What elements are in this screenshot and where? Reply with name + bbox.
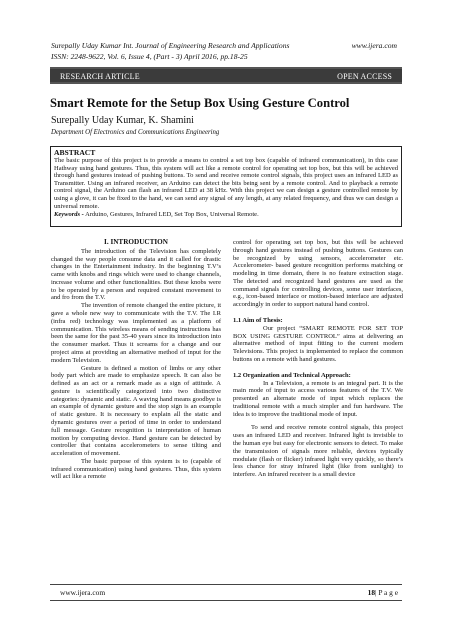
author-affiliation: Department Of Electronics and Communications Engineering [51, 129, 220, 136]
page-number: 18 [367, 588, 376, 597]
intro-paragraph-4: The basic purpose of this system is to (capable of infrared communication) using hand gestures. Thus, this system will act like a remote [51, 457, 221, 481]
journal-website[interactable]: www.ijera.com [351, 41, 397, 50]
subsection-heading-organization: 1.2 Organization and Technical Approach: [233, 371, 351, 379]
article-banner [50, 67, 402, 84]
journal-header [51, 41, 289, 62]
journal-citation: Surepally Uday Kumar Int. Journal of Engineering Research and Applications [51, 41, 290, 50]
journal-issn: ISSN: 2248-9622, Vol. 6, Issue 4, (Part - 3) April 2016, pp.18-25 [51, 51, 248, 61]
intro-paragraph-2: The invention of remote changed the entire picture, it gave a whole new way to communicate with the T.V. The I.R (infra red) technology was implemented as a platform of communication. This wireless means of sending instructions has been the same for the past 35-40 years since its introduction into the consumer market. Thus it screams for a change and our project aims at providing an alternative method of input for the modern Television. [51, 302, 221, 364]
organization-paragraph-1: In a Television, a remote is an integral part. It is the main mode of input to access various features of the T.V. We presented an alternate mode of input which replaces the traditional remote with a much simpler and fun hardware. The idea is to improve the traditional mode of input. [233, 379, 403, 418]
paper-title: Smart Remote for the Setup Box Using Gesture Control [50, 96, 350, 110]
access-label: OPEN ACCESS [337, 72, 392, 81]
abstract-box [50, 146, 402, 227]
abstract-text: The basic purpose of this project is to provide a means to control a set top box (capable of infrared communication), in this case Hathway using hand gestures. Thus, this system will act like a remote control for operating set top box, but this will be achieved through hand gestures instead of pushing buttons. To send and receive remote control signals, this project uses an infrared LED as Transmitter. Using an infrared receiver, an Arduino can detect the bits being sent by a remote control. And to playback a remote control signal, the Arduino can flash an infrared LED at 38 kHz. With this project we can design a gesture controlled remote by using a glove, it can be fixed to the hand, we can send any signal of any length, at any related frequency, and thus we can design a universal remote. [54, 157, 398, 210]
paper-authors: Surepally Uday Kumar, K. Shamini [51, 115, 194, 126]
subsection-heading-aim: 1.1 Aim of Thesis: [233, 317, 283, 325]
page-footer [50, 584, 402, 601]
intro-paragraph-3: Gesture is defined a motion of limbs or any other body part which are made to emphasize speech. It can also be defined as an act or a remark made as a sign of attitude. A gesture is scientifically categorized into two distinctive categories: dynamic and static. A waving hand means goodbye is an example of dynamic gesture and the stop sign is an example of static gesture. It is necessary to explain all the static and dynamic gestures over a period of time in order to understand full message. Gesture recognition is interpretation of human motion by computing device. Hand gesture can be detected by controller that contains accelerometers to sense tilting and acceleration of movement. [51, 364, 221, 458]
section-heading-introduction: I. INTRODUCTION [104, 238, 168, 246]
keywords-label: Keywords - [54, 211, 84, 219]
abstract-heading: ABSTRACT [54, 148, 96, 157]
footer-website[interactable]: www.ijera.com [60, 588, 106, 597]
left-column [51, 239, 221, 481]
organization-paragraph-2: To send and receive remote control signals, this project uses an infrared LED and receiver. Infrared light is invisible to the human eye but easy for electronic sensors to detect. To make the transmission of signals more reliable, devices typically modulate (flash or flicker) infrared light very quickly, so there’s less chance for stray infrared light (like from sunlight) to interfere. An infrared receiver is a small device [233, 424, 403, 479]
keywords-text: Arduino, Gestures, Infrared LED, Set Top Box, Universal Remote. [83, 211, 259, 219]
footer-page [368, 588, 398, 597]
intro-paragraph-4-cont: control for operating set top box, but this will be achieved through hand gestures instead of pushing buttons. Gestures can be recognized by using sensors, accelerometer etc. Accelerometer- based gesture recognition performs matching or modeling in time domain, there is no feature extraction stage. The detected and recognized hand gestures are used as the command signals for controlling devices, some user interfaces, e.g., icon-based interface or motion-based interface are adjusted accordingly in order to support natural hand control. [233, 239, 403, 309]
intro-paragraph-1: The introduction of the Television has completely changed the way people consume data and it called for drastic changes in the Entertainment industry. In the beginning T.V’s came with knobs and rings which were used to change channels, increase volume and other functionalities. But these knobs were to be operated by a person and required constant movement to and fro from the T.V. [51, 247, 221, 302]
page-label: | P a g e [375, 588, 398, 597]
keywords-line [54, 211, 398, 219]
article-type-label: RESEARCH ARTICLE [60, 72, 140, 81]
aim-paragraph: Our project “SMART REMOTE FOR SET TOP BOX USING GESTURE CONTROL” aims at delivering an alternative method of input fitting to the current modern Televisions. This project is implemented to replace the common buttons on a remote with hand gestures. [233, 324, 403, 363]
right-column [233, 239, 403, 479]
